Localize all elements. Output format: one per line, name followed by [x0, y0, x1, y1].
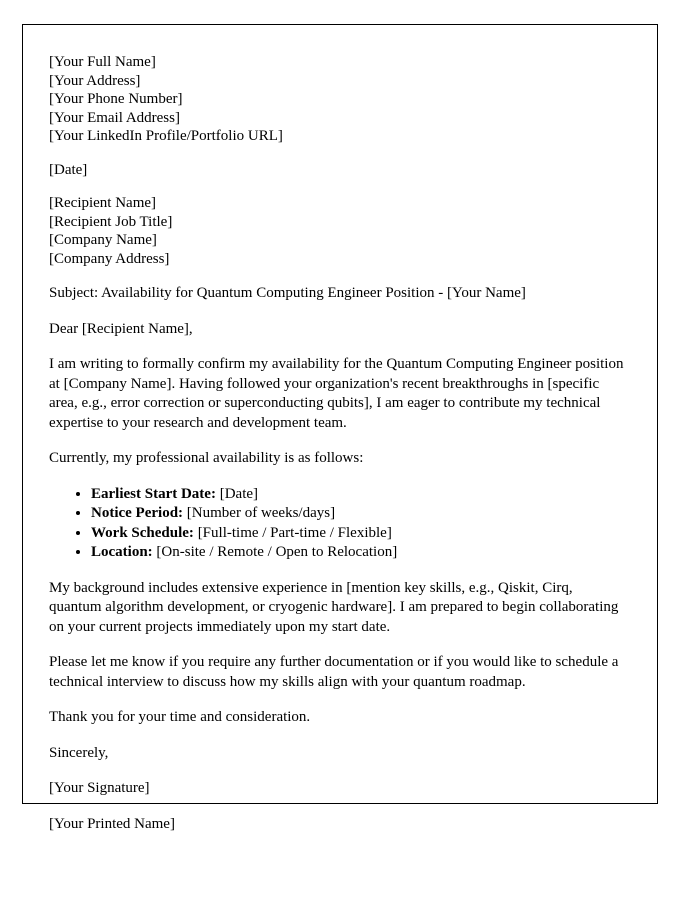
list-item: [91, 543, 627, 563]
date-line: [Date]: [49, 161, 88, 178]
bullet-label: Work Schedule:: [91, 524, 194, 541]
body-paragraph-3: My background includes extensive experience in [mention key skills, e.g., Qiskit, Cirq, quantum algorithm development, or cryogenic hardware]. I am prepared to begin collaborating on your current projects immediately upon my start date.: [49, 579, 619, 635]
list-item: [91, 524, 627, 544]
spacer-after-paragraph-1: [49, 433, 627, 449]
body-paragraph-2: Currently, my professional availability is as follows:: [49, 450, 364, 466]
spacer-after-paragraph-2: [49, 469, 627, 485]
spacer-after-paragraph-4: [49, 692, 627, 708]
printed-name-line: [Your Printed Name]: [49, 815, 175, 832]
recipient-address-block: [49, 194, 627, 268]
recipient-job-title: [Recipient Job Title]: [49, 213, 173, 230]
bullet-value: [Date]: [219, 485, 259, 502]
bullet-value: [On-site / Remote / Open to Relocation]: [156, 544, 398, 560]
body-paragraph-5: Thank you for your time and consideration.: [49, 709, 311, 725]
subject-line: Subject: Availability for Quantum Computing Engineer Position - [Your Name]: [49, 285, 526, 301]
spacer-after-date: [49, 179, 627, 194]
recipient-company-address: [Company Address]: [49, 250, 170, 267]
bullet-label: Earliest Start Date:: [91, 485, 216, 502]
sender-linkedin: [Your LinkedIn Profile/Portfolio URL]: [49, 128, 283, 144]
closing: Sincerely,: [49, 744, 109, 761]
sender-address: [Your Address]: [49, 72, 141, 89]
signature-line: [Your Signature]: [49, 780, 150, 796]
sender-name: [Your Full Name]: [49, 54, 156, 70]
sender-phone: [Your Phone Number]: [49, 91, 183, 107]
recipient-name: [Recipient Name]: [49, 195, 157, 211]
spacer-after-closing: [49, 763, 627, 779]
bullet-value: [Number of weeks/days]: [186, 505, 336, 521]
spacer-after-signature: [49, 799, 627, 815]
recipient-company-name: [Company Name]: [49, 232, 157, 248]
letter-content: [23, 25, 657, 834]
sender-address-block: [49, 53, 627, 146]
spacer-after-salutation: [49, 339, 627, 355]
availability-list: [49, 485, 627, 563]
bullet-value: [Full-time / Part-time / Flexible]: [197, 524, 392, 541]
bullet-label: Notice Period:: [91, 505, 184, 521]
sender-email: [Your Email Address]: [49, 109, 180, 126]
spacer-after-list: [49, 563, 627, 579]
body-paragraph-4: Please let me know if you require any further documentation or if you would like to schedule a technical interview to discuss how my skills align with your quantum roadmap.: [49, 654, 619, 690]
date-block: [49, 161, 627, 180]
spacer-after-subject: [49, 304, 627, 320]
list-item: [91, 485, 627, 505]
bullet-label: Location:: [91, 544, 153, 560]
salutation: Dear [Recipient Name],: [49, 320, 193, 337]
spacer-after-recipient: [49, 268, 627, 284]
spacer-after-paragraph-5: [49, 728, 627, 744]
body-paragraph-1: I am writing to formally confirm my availability for the Quantum Computing Engineer position at [Company Name]. Having followed your organization's recent breakthroughs in [specific area, e.g., error correction or superconducting qubits], I am eager to contribute my technical expertise to your research and development team.: [49, 356, 624, 431]
letter-page: [22, 24, 658, 832]
spacer-after-sender: [49, 146, 627, 161]
list-item: [91, 504, 627, 524]
spacer-after-paragraph-3: [49, 637, 627, 653]
